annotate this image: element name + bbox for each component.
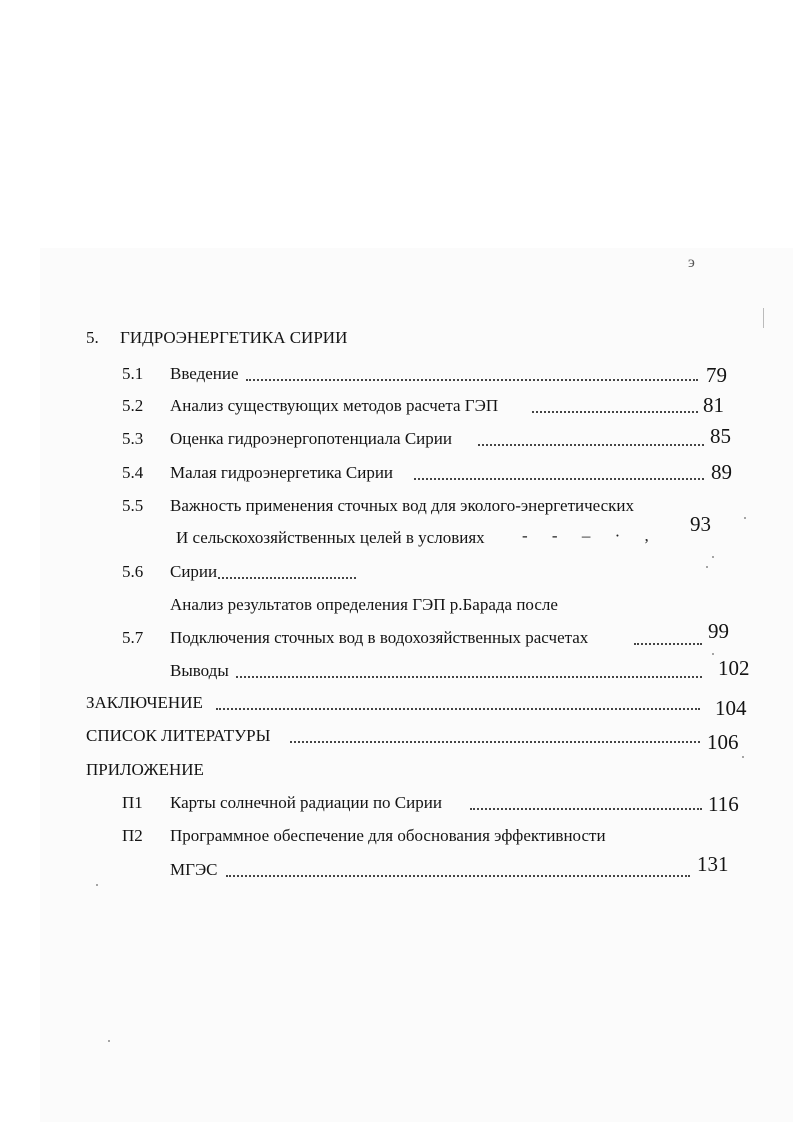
dot-leader: [478, 444, 704, 446]
dot-leader: [216, 708, 700, 710]
scan-artifact: [712, 653, 714, 655]
toc-entry-title: Введение: [170, 364, 239, 383]
toc-number: П1: [122, 793, 143, 812]
chapter-title: ГИДРОЭНЕРГЕТИКА СИРИИ: [120, 328, 348, 347]
toc-page-number: 131: [697, 852, 729, 876]
toc-entry-continuation: МГЭС: [170, 860, 218, 879]
dot-leader: [634, 643, 702, 645]
toc-page-number: 102: [718, 656, 750, 680]
toc-page-number: 106: [707, 730, 739, 754]
dot-leader: [246, 379, 698, 381]
toc-entry-title: Подключения сточных вод в водохозяйственных расчетах: [170, 628, 589, 647]
scan-artifact: [712, 556, 714, 558]
toc-entry-title: Оценка гидроэнергопотенциала Сирии: [170, 429, 452, 448]
toc-number: 5.3: [122, 429, 144, 448]
toc-page-number: 99: [708, 619, 729, 643]
toc-entry-continuation: И сельскохозяйственных целей в условиях: [176, 528, 485, 547]
scan-artifact: [96, 884, 98, 886]
toc-number: П2: [122, 826, 143, 845]
dot-leader: [414, 478, 704, 480]
scan-artifact: [763, 308, 764, 328]
toc-page-number: 79: [706, 363, 727, 387]
handwritten-mark: - - – · ,: [522, 526, 659, 545]
toc-number: 5.6: [122, 562, 144, 581]
toc-entry-title: Карты солнечной радиации по Сирии: [170, 793, 442, 812]
scan-artifact: [742, 756, 744, 758]
toc-page-number: 85: [710, 424, 731, 448]
toc-entry-title: Сирии: [170, 562, 218, 581]
dot-leader: [290, 741, 700, 743]
dot-leader: [226, 875, 690, 877]
toc-entry-continuation: Анализ результатов определения ГЭП р.Барада после: [170, 595, 558, 614]
dot-leader: [532, 411, 698, 413]
toc-page-number: 89: [711, 460, 732, 484]
scan-artifact: [744, 517, 746, 519]
dot-leader: [236, 676, 702, 678]
toc-page-number: 93: [690, 512, 711, 536]
toc-section-title: СПИСОК ЛИТЕРАТУРЫ: [86, 726, 271, 745]
dot-leader: [470, 808, 702, 810]
toc-entry-title: Малая гидроэнергетика Сирии: [170, 463, 394, 482]
toc-number: 5.5: [122, 496, 144, 515]
toc-number: 5.7: [122, 628, 144, 647]
chapter-number: 5.: [86, 328, 99, 347]
toc-number: 5.2: [122, 396, 144, 415]
toc-page-number: 116: [708, 792, 739, 816]
dot-leader: [218, 577, 356, 579]
toc-number: 5.4: [122, 463, 144, 482]
scan-artifact: [706, 566, 708, 568]
scan-artifact: [108, 1040, 110, 1042]
toc-number: 5.1: [122, 364, 144, 383]
toc-section-title: ЗАКЛЮЧЕНИЕ: [86, 693, 203, 712]
toc-page-number: 104: [715, 696, 747, 720]
corner-mark: э: [688, 254, 695, 271]
toc-page-number: 81: [703, 393, 724, 417]
toc-entry-title: Важность применения сточных вод для эколого-энергетических: [170, 496, 635, 515]
toc-section-title: ПРИЛОЖЕНИЕ: [86, 760, 204, 779]
toc-entry-title: Программное обеспечение для обоснования эффективности: [170, 826, 606, 845]
toc-entry-title: Анализ существующих методов расчета ГЭП: [170, 396, 499, 415]
toc-entry-title: Выводы: [170, 661, 229, 680]
